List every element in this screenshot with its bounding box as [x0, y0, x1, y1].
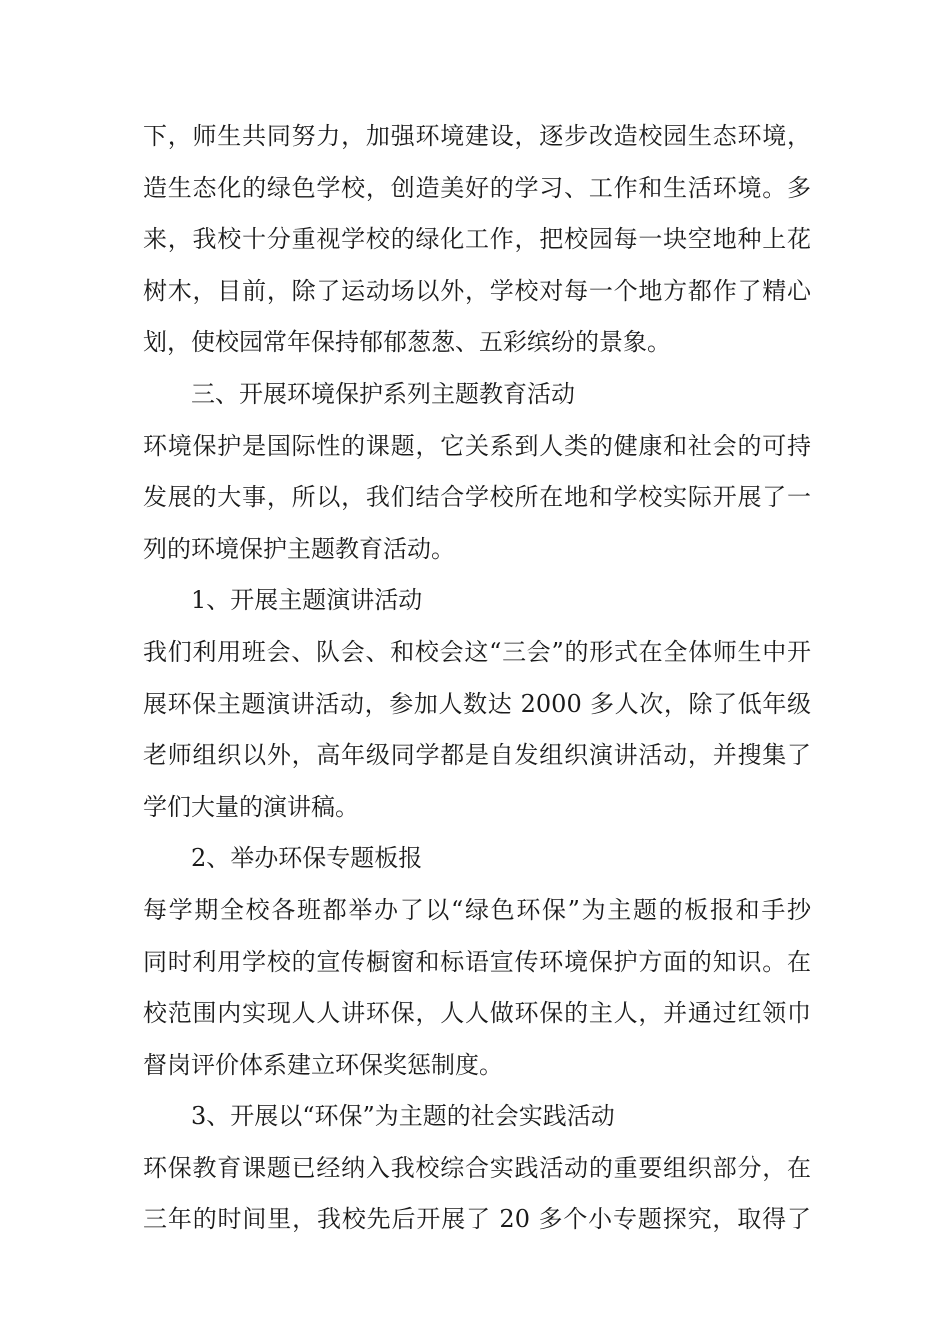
subsection-heading: 1、开展主题演讲活动 — [191, 586, 423, 615]
text-line: 造生态化的绿色学校，创造美好的学习、工作和生活环境。多 — [143, 173, 811, 202]
text-line: 我们利用班会、队会、和校会这“三会”的形式在全体师生中开 — [143, 637, 811, 666]
text-line: 环保教育课题已经纳入我校综合实践活动的重要组织部分，在 — [143, 1153, 811, 1182]
text-line: 树木，目前，除了运动场以外，学校对每一个地方都作了精心 — [143, 276, 811, 305]
text-line: 下，师生共同努力，加强环境建设，逐步改造校园生态环境， — [143, 122, 811, 150]
text-line: 列的环境保护主题教育活动。 — [143, 534, 455, 563]
text-line: 划，使校园常年保持郁郁葱葱、五彩缤纷的景象。 — [143, 328, 671, 357]
text-line: 环境保护是国际性的课题，它关系到人类的健康和社会的可持 — [143, 431, 811, 460]
subsection-heading: 2、举办环保专题板报 — [191, 844, 423, 873]
section-heading: 三、开展环境保护系列主题教育活动 — [191, 379, 575, 408]
text-line: 老师组织以外，高年级同学都是自发组织演讲活动，并搜集了 — [143, 741, 811, 770]
text-line: 督岗评价体系建立环保奖惩制度。 — [143, 1050, 503, 1079]
text-line: 校范围内实现人人讲环保，人人做环保的主人，并通过红领巾 — [143, 999, 811, 1028]
text-line: 每学期全校各班都举办了以“绿色环保”为主题的板报和手抄 — [143, 895, 811, 924]
text-line: 来，我校十分重视学校的绿化工作，把校园每一块空地种上花 — [143, 225, 811, 254]
text-line: 学们大量的演讲稿。 — [143, 792, 359, 821]
text-line: 三年的时间里，我校先后开展了 20 多个小专题探究，取得了 — [143, 1205, 811, 1234]
text-line: 展环保主题演讲活动，参加人数达 2000 多人次，除了低年级 — [143, 689, 811, 718]
subsection-heading: 3、开展以“环保”为主题的社会实践活动 — [191, 1102, 615, 1131]
text-line: 同时利用学校的宣传橱窗和标语宣传环境保护方面的知识。在 — [143, 947, 811, 976]
text-line: 发展的大事，所以，我们结合学校所在地和学校实际开展了一 — [143, 483, 811, 512]
document-body — [143, 111, 811, 1246]
